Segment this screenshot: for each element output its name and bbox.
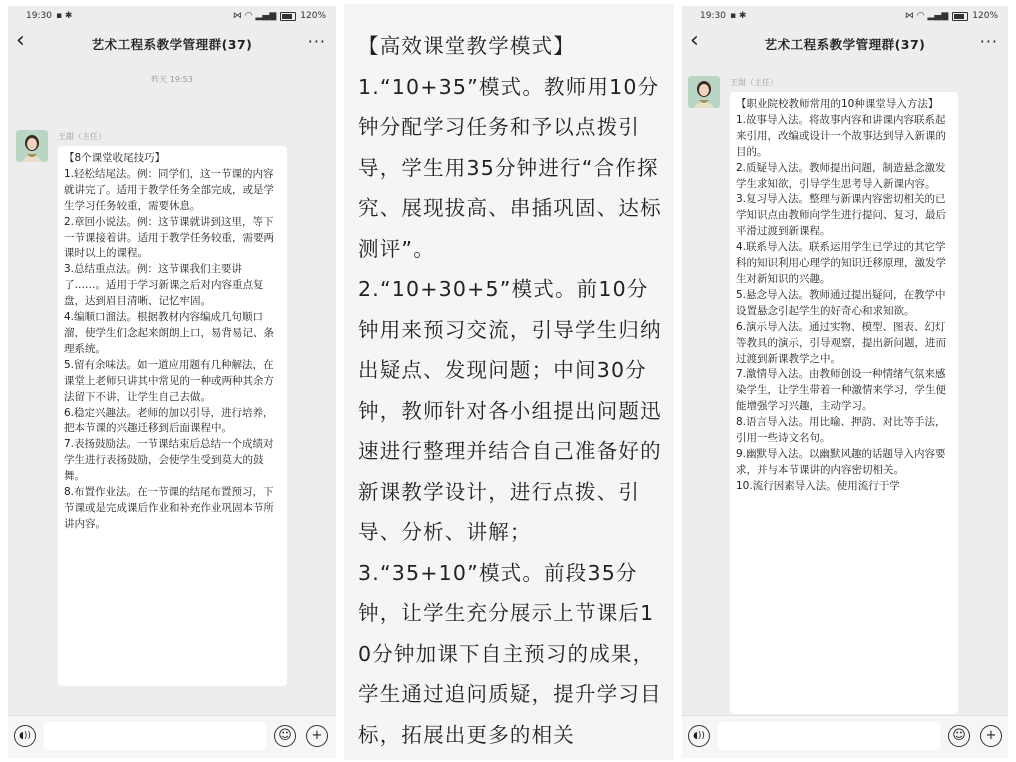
status-bar xyxy=(8,6,336,26)
message-line: 6.稳定兴趣法。老师的加以引导，进行培养，把本节课的兴趣迁移到后面课程中。 xyxy=(64,406,274,435)
battery-icon xyxy=(280,12,296,21)
teaching-mode-text xyxy=(358,26,664,755)
message-line: 2.章回小说法。例：这节课就讲到这里，等下一节课接着讲。适用于教学任务较重，需要两课时以上的课程。 xyxy=(64,215,274,260)
middle-text-panel xyxy=(344,4,674,760)
plus-icon[interactable]: + xyxy=(306,725,328,747)
message-line: 5.留有余味法。如一道应用题有几种解法，在课堂上老师只讲其中常见的一种或两种其余方法留下不讲，让学生自己去做。 xyxy=(64,358,274,403)
section-heading: 【高效课堂教学模式】 xyxy=(358,34,575,58)
message-input[interactable] xyxy=(718,722,940,750)
message-line: 7.激情导入法。由教师创设一种情绪气氛来感染学生，让学生带着一种激情来学习，学生便能增强学习兴趣，主动学习。 xyxy=(736,368,946,413)
message-line: 4.联系导入法。联系运用学生已学过的其它学科的知识利用心理学的知识迁移原理，激发学生对新知识的兴趣。 xyxy=(736,241,946,285)
message-line: 2.质疑导入法。教师提出问题，制造悬念激发学生求知欲，引导学生思考导入新课内容。 xyxy=(736,161,946,190)
plus-icon[interactable]: + xyxy=(980,725,1002,747)
more-dots-icon[interactable]: ··· xyxy=(307,32,326,51)
back-chevron-icon[interactable]: ‹ xyxy=(690,28,699,53)
notification-icon: ▪ ✱ xyxy=(55,11,73,21)
left-chat-screen xyxy=(8,6,336,758)
paragraph: 3.“35+10”模式。前段35分钟，让学生充分展示上节课后10分钟加课下自主预习的成果，学生通过追问质疑，提升学习目标，拓展出更多的相关 xyxy=(358,560,662,747)
message-line: 3.总结重点法。例：这节课我们主要讲了……。适用于学习新课之后对内容重点复盘，达到眉目清晰、记忆牢固。 xyxy=(64,263,264,308)
message-line: 6.演示导入法。通过实物、模型、图表、幻灯等教具的演示，引导观察，提出新问题，进而过渡到新课教学之中。 xyxy=(736,320,946,365)
emoji-icon[interactable]: ☺ xyxy=(948,725,970,747)
chat-input-bar xyxy=(682,715,1008,758)
message-line: 5.悬念导入法。教师通过提出疑问，在教学中设置悬念引起学生的好奇心和求知欲。 xyxy=(736,288,946,317)
signal-icon: ⋈ ◠ ▂▄▆ xyxy=(232,11,277,21)
sender-name: 王甜（主任） xyxy=(58,132,106,141)
battery-level: 120% xyxy=(300,11,326,21)
avatar[interactable] xyxy=(16,130,48,162)
battery-level: 120% xyxy=(972,11,998,21)
battery-icon xyxy=(952,12,968,21)
message-line: 10.流行因素导入法。使用流行于学 xyxy=(736,479,900,492)
chat-header xyxy=(8,26,336,62)
signal-icon: ⋈ ◠ ▂▄▆ xyxy=(904,11,949,21)
message-input[interactable] xyxy=(44,722,266,750)
message-line: 【职业院校教师常用的10种课堂导入方法】 xyxy=(736,98,939,110)
message-line: 4.编顺口溜法。根据教材内容编成几句顺口溜，使学生们念起来朗朗上口，易背易记、条理系统。 xyxy=(64,311,274,355)
chat-input-bar xyxy=(8,715,336,758)
emoji-icon[interactable]: ☺ xyxy=(274,725,296,747)
chat-title: 艺术工程系教学管理群(37) xyxy=(91,37,253,52)
message-line: 【8个课堂收尾技巧】 xyxy=(64,152,166,164)
right-chat-screen xyxy=(682,6,1008,758)
voice-icon[interactable]: ◖)) xyxy=(14,725,36,747)
back-chevron-icon[interactable]: ‹ xyxy=(16,28,25,53)
status-bar xyxy=(682,6,1008,26)
notification-icon: ▪ ✱ xyxy=(729,11,747,21)
avatar[interactable] xyxy=(688,76,720,108)
paragraph: 1.“10+35”模式。教师用10分钟分配学习任务和予以点拨引导，学生用35分钟进行“合作探究、展现拔高、串插巩固、达标测评”。 xyxy=(358,74,662,261)
message-timestamp: 昨天 19:53 xyxy=(151,75,193,84)
chat-header xyxy=(682,26,1008,62)
message-line: 9.幽默导入法。以幽默风趣的话题导入内容要求，并与本节课讲的内容密切相关。 xyxy=(736,447,946,476)
message-line: 8.布置作业法。在一节课的结尾布置预习，下节课或是完成课后作业和补充作业巩固本节所讲内容。 xyxy=(64,486,274,530)
message-line: 8.语言导入法。用比喻、押韵、对比等手法，引用一些诗文名句。 xyxy=(736,416,946,445)
message-bubble[interactable] xyxy=(730,92,958,714)
message-line: 7.表扬鼓励法。一节课结束后总结一个成绩对学生进行表扬鼓励，会使学生受到莫大的鼓舞。 xyxy=(64,438,274,483)
sender-name: 王甜（主任） xyxy=(730,78,778,87)
message-line: 3.复习导入法。整理与新课内容密切相关的已学知识点由教师向学生进行提问、复习，最后平滑过渡到新课程。 xyxy=(736,193,946,238)
message-bubble[interactable] xyxy=(58,146,287,686)
voice-icon[interactable]: ◖)) xyxy=(688,725,710,747)
chat-title: 艺术工程系教学管理群(37) xyxy=(764,37,926,52)
status-time: 19:30 xyxy=(700,11,726,21)
paragraph: 2.“10+30+5”模式。前10分钟用来预习交流，引导学生归纳出疑点、发现问题；中间30分钟，教师针对各小组提出问题迅速进行整理并结合自己准备好的新课教学设计，进行点拨、引导、分析、讲解； xyxy=(358,277,662,544)
status-time: 19:30 xyxy=(26,11,52,21)
message-line: 1.轻松结尾法。例：同学们，这一节课的内容就讲完了。适用于教学任务全部完成，或是学生学习任务较重，需要休息。 xyxy=(64,167,274,212)
more-dots-icon[interactable]: ··· xyxy=(979,32,998,51)
message-line: 1.故事导入法。将故事内容和讲课内容联系起来引用，改编或设计一个故事达到导入新课的目的。 xyxy=(736,113,946,158)
